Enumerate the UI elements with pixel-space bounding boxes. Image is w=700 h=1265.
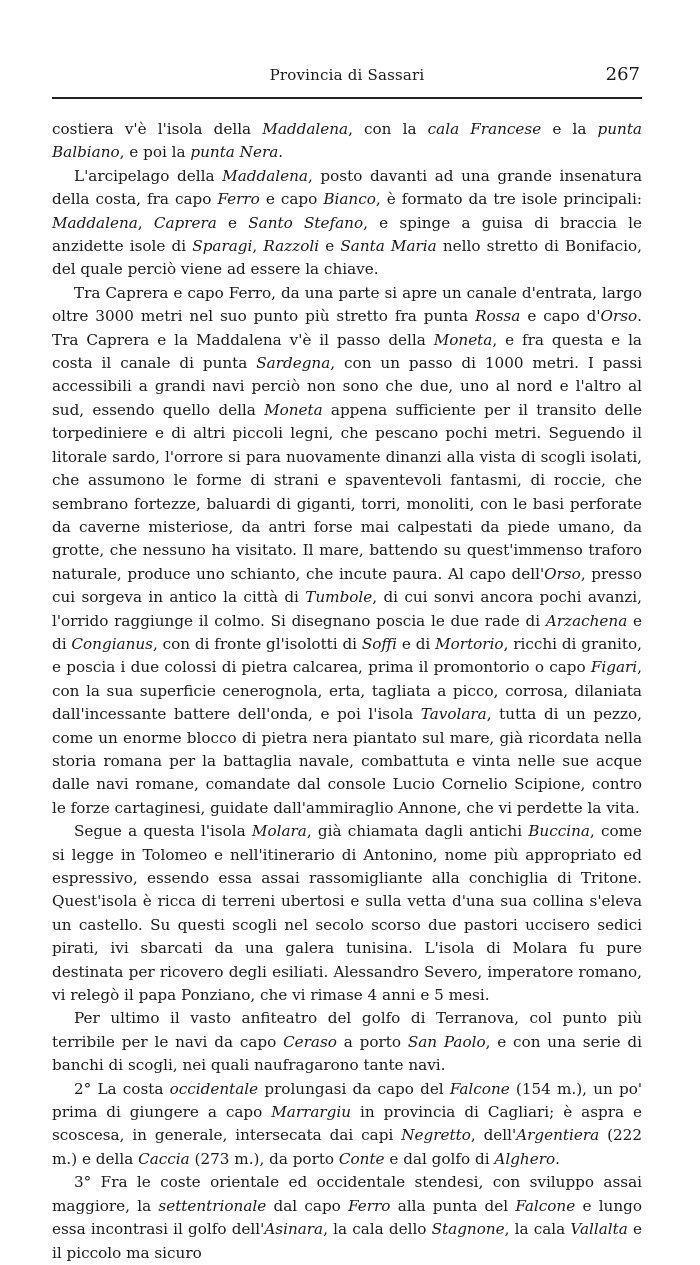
text-run: Segue a questa l'isola bbox=[74, 822, 252, 841]
italic-term: Buccina bbox=[528, 822, 590, 841]
text-run: , la cala dello bbox=[323, 1220, 432, 1239]
text-run: , con la sua superficie cenerognola, erta, tagliata a picco, corrosa, dilaniata dall'incessante battere dell'onda, e poi l'isola bbox=[52, 658, 642, 724]
text-run: e dal golfo di bbox=[384, 1149, 495, 1168]
italic-term: Maddalena bbox=[262, 120, 349, 138]
italic-term: Rossa bbox=[475, 307, 521, 326]
text-run: , bbox=[137, 213, 154, 232]
italic-term: Falcone bbox=[449, 1079, 510, 1098]
paragraph-2 bbox=[52, 165, 642, 282]
page-header bbox=[52, 62, 642, 94]
text-run: , e fra questa e la costa il canale di punta bbox=[52, 330, 642, 373]
italic-term: San Paolo bbox=[407, 1032, 486, 1051]
text-run: , presso cui sorgeva in antico la città di bbox=[52, 564, 642, 607]
text-run: , e poi la bbox=[119, 143, 191, 162]
page-number: 267 bbox=[605, 64, 640, 85]
text-run: , ricchi di granito, e poscia i due colossi di pietra calcarea, prima il promontorio o capo bbox=[52, 634, 642, 677]
italic-term: punta Nera bbox=[190, 143, 279, 162]
italic-term: Alghero bbox=[494, 1149, 556, 1168]
italic-term: Maddalena bbox=[52, 213, 138, 232]
text-run: L'arcipelago della bbox=[74, 166, 223, 185]
italic-term: Sparagi bbox=[192, 237, 253, 256]
text-run: (154 m.), un po' prima di giungere a capo bbox=[52, 1079, 643, 1122]
italic-term: Marrargiu bbox=[271, 1103, 352, 1122]
italic-term: Santa Maria bbox=[340, 237, 437, 256]
text-run: appena sufficiente per il transito delle torpediniere e di altri piccoli legni, che pescano pochi metri. Seguendo il litorale sardo, l'orrore si para nuovamente dinanzi alla vista di scogli isolati, che assumono le forme di strani e spaventevoli fantasmi, di roccie, che sembrano fortezze, baluardi di giganti, torri, monoliti, con le basi perforate da caverne misteriose, da antri forse mai calpestati da piede umano, da grotte, che nessuno ha visitato. Il mare, battendo su quest'immenso traforo naturale, produce uno schianto, che incute paura. Al capo dell' bbox=[52, 400, 642, 583]
text-run: in provincia di Cagliari; è aspra e scoscesa, in generale, intersecata dai capi bbox=[52, 1103, 642, 1145]
italic-term: Tumbole bbox=[305, 588, 373, 607]
italic-term: Molara bbox=[251, 822, 307, 841]
text-run: , posto davanti ad una grande insenatura della costa, fra capo bbox=[52, 166, 643, 209]
text-run: . bbox=[278, 143, 284, 162]
italic-term: Conte bbox=[338, 1149, 385, 1168]
text-run: , dell' bbox=[470, 1126, 517, 1145]
italic-term: Stagnone bbox=[431, 1220, 505, 1239]
text-run: dal capo bbox=[266, 1196, 349, 1215]
text-run: , come si legge in Tolomeo e nell'itinerario di Antonino, nome più appropriato ed espressivo, essendo essa assai rassomigliante alla conchiglia di Tritone. Quest'isola è ricca di terreni ubertosi e sulla vetta d'una sua collina s'eleva un castello. Su questi scogli nel secolo scorso due pastori uccisero sedici pirati, ivi sbarcati da una galera tunisina. L'isola di Molara fu pure destinata per ricovero degli esiliati. Alessandro Severo, imperatore romano, vi relegò il papa Ponziano, che vi rimase 4 anni e 5 mesi. bbox=[52, 822, 642, 1005]
italic-term: Tavolara bbox=[420, 705, 487, 724]
text-run: e bbox=[319, 237, 341, 256]
text-run: Tra Caprera e capo Ferro, da una parte si apre un canale d'entrata, largo oltre 3000 metri nel suo punto più stretto fra punta bbox=[52, 283, 642, 326]
italic-term: Caccia bbox=[138, 1149, 190, 1168]
header-rule bbox=[52, 97, 642, 99]
text-run: , e spinge a guisa di braccia le anzidette isole di bbox=[52, 213, 643, 256]
body-text bbox=[52, 118, 642, 1265]
text-run: e il piccolo ma sicuro bbox=[52, 1220, 643, 1262]
text-run: , con un passo di 1000 metri. I passi accessibili a grandi navi perciò non sono che due, uno al nord e l'altro al sud, essendo quello della bbox=[52, 354, 643, 419]
text-run: (273 m.), da porto bbox=[189, 1149, 339, 1168]
italic-term: Santo Stefano bbox=[248, 213, 364, 232]
text-run: , tutta di un pezzo, come un enorme blocco di pietra nera piantato sul mare, già ricordata nella storia romana per la battaglia navale, combattuta e vinta nelle sue acque dalle navi romane, comandate dal console Lucio Cornelio Scipione, contro le forze cartaginesi, guidate dall'ammiraglio Annone, che vi perdette la vita. bbox=[52, 705, 642, 817]
running-title: Provincia di Sassari bbox=[269, 66, 425, 84]
text-run: , con di fronte gl'isolotti di bbox=[152, 634, 362, 653]
italic-term: Sardegna bbox=[256, 354, 331, 373]
italic-term: Figari bbox=[590, 658, 638, 677]
italic-term: Moneta bbox=[264, 400, 323, 419]
text-run: , con la bbox=[348, 120, 428, 138]
text-run: , di cui sonvi ancora pochi avanzi, l'orrido raggiunge il colmo. Si disegnano poscia le due rade di bbox=[52, 588, 642, 630]
text-run: e di bbox=[52, 611, 642, 653]
text-run: e la bbox=[541, 120, 598, 138]
text-run: e lungo essa incontrasi il golfo dell' bbox=[52, 1196, 642, 1239]
paragraph-1 bbox=[52, 118, 642, 165]
italic-term: Razzoli bbox=[263, 237, 320, 256]
paragraph-7 bbox=[52, 1171, 642, 1265]
text-run: costiera v'è l'isola della bbox=[52, 120, 263, 138]
text-run: e bbox=[216, 213, 249, 232]
text-run: e capo d' bbox=[520, 307, 601, 326]
italic-term: Moneta bbox=[433, 330, 493, 349]
italic-term: Soffi bbox=[361, 634, 398, 653]
text-run: , la cala bbox=[504, 1220, 571, 1239]
italic-term: Vallalta bbox=[570, 1220, 628, 1239]
text-run: . Tra Caprera e la Maddalena v'è il passo della bbox=[52, 307, 642, 349]
text-run: Per ultimo il vasto anfiteatro del golfo di Terranova, col punto più terribile per le navi da capo bbox=[52, 1009, 642, 1051]
italic-term: Ferro bbox=[348, 1196, 391, 1215]
italic-term: Ceraso bbox=[283, 1032, 337, 1051]
text-run: , già chiamata dagli antichi bbox=[306, 822, 529, 841]
italic-term: Orso bbox=[600, 307, 638, 326]
italic-term: Orso bbox=[544, 564, 581, 583]
text-run: prolungasi da capo del bbox=[258, 1079, 450, 1098]
text-run: e capo bbox=[259, 190, 324, 209]
paragraph-3 bbox=[52, 282, 642, 820]
italic-term: punta Balbiano bbox=[52, 120, 642, 162]
italic-term: Maddalena bbox=[222, 166, 308, 185]
italic-term: Ferro bbox=[217, 190, 260, 209]
text-run: a porto bbox=[336, 1032, 408, 1051]
italic-term: Argentiera bbox=[516, 1126, 600, 1145]
italic-term: Negretto bbox=[401, 1126, 471, 1145]
text-run: , è formato da tre isole principali: bbox=[375, 190, 642, 209]
text-run: nello stretto di Bonifacio, del quale perciò viene ad essere la chiave. bbox=[52, 237, 642, 279]
paragraph-5 bbox=[52, 1007, 642, 1077]
text-run: . bbox=[555, 1149, 560, 1168]
text-run: e di bbox=[397, 634, 436, 653]
italic-term: Bianco bbox=[323, 190, 376, 209]
paragraph-4 bbox=[52, 820, 642, 1007]
text-run: alla punta del bbox=[390, 1196, 516, 1215]
text-run: 2° La costa bbox=[74, 1079, 170, 1098]
text-run: (222 m.) e della bbox=[52, 1126, 642, 1168]
text-run: 3° Fra le coste orientale ed occidentale stendesi, con sviluppo assai maggiore, la bbox=[52, 1173, 642, 1215]
text-run: , e con una serie di banchi di scogli, nei quali naufragarono tante navi. bbox=[52, 1032, 642, 1075]
italic-term: Asinara bbox=[264, 1220, 324, 1239]
italic-term: Falcone bbox=[515, 1196, 576, 1215]
italic-term: settentrionale bbox=[158, 1196, 267, 1215]
italic-term: Mortorio bbox=[435, 634, 504, 653]
italic-term: Caprera bbox=[153, 213, 217, 232]
paragraph-6 bbox=[52, 1078, 642, 1172]
italic-term: Arzachena bbox=[545, 611, 628, 630]
italic-term: occidentale bbox=[169, 1079, 259, 1098]
italic-term: Congianus bbox=[71, 634, 153, 653]
italic-term: cala Francese bbox=[427, 120, 542, 138]
text-run: , bbox=[252, 237, 264, 256]
